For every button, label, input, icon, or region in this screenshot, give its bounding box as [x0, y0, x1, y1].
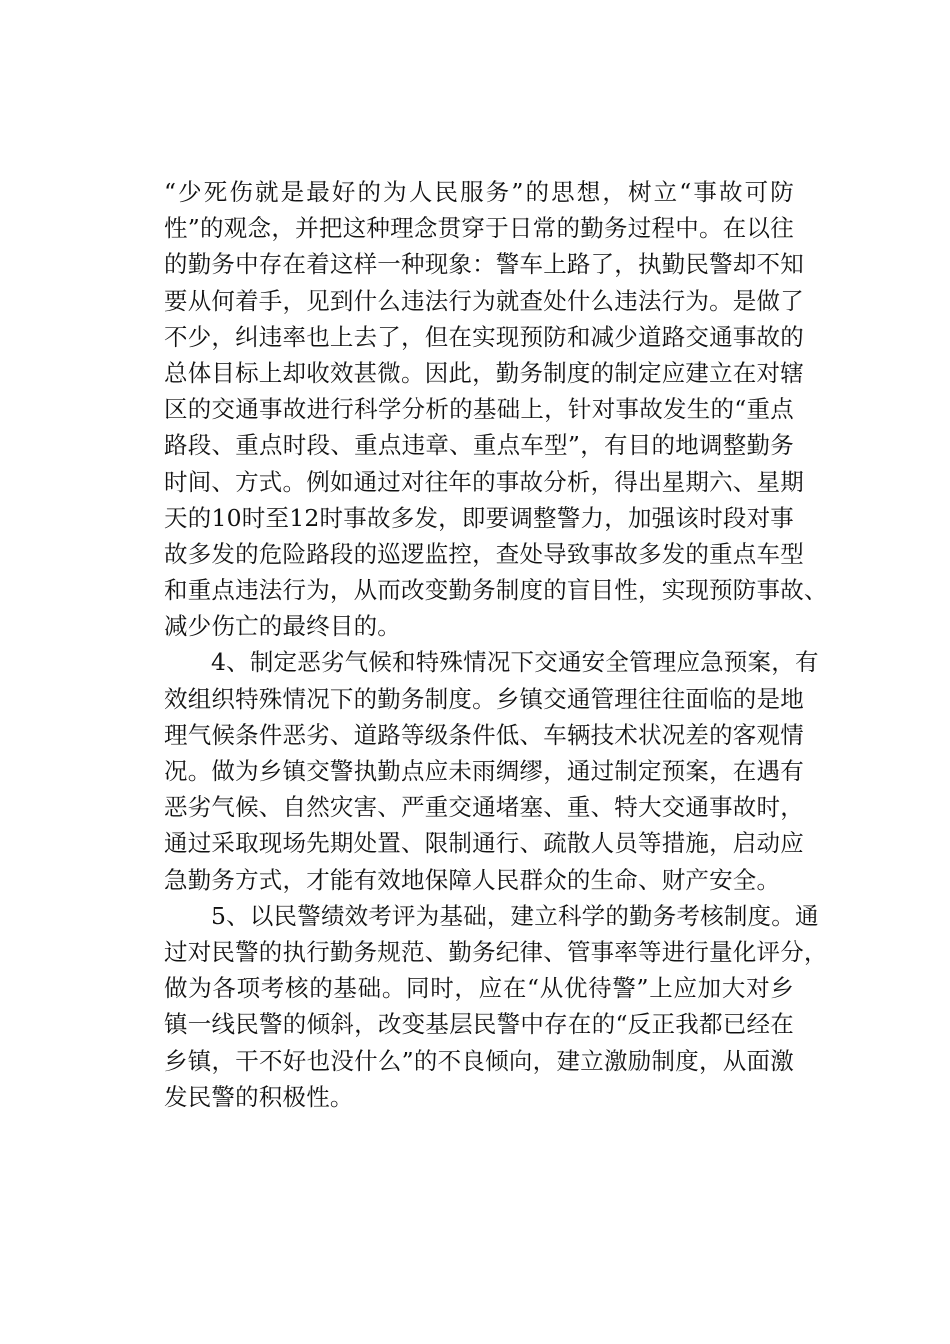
- paragraph-line: 乡镇，干不好也没什么”的不良倾向，建立激励制度，从面激: [164, 1046, 794, 1075]
- paragraph-line: 区的交通事故进行科学分析的基础上，针对事故发生的“重点: [164, 395, 794, 424]
- paragraph-line: “少死伤就是最好的为人民服务”的思想，树立“事故可防: [164, 178, 794, 206]
- paragraph-line: 效组织特殊情况下的勤务制度。乡镇交通管理往往面临的是地: [164, 684, 804, 713]
- paragraph-line: 的勤务中存在着这样一种现象：警车上路了，执勤民警却不知: [164, 250, 804, 279]
- paragraph-line: 4、制定恶劣气候和特殊情况下交通安全管理应急预案，有: [211, 648, 819, 677]
- paragraph-line: 故多发的危险路段的巡逻监控，查处导致事故多发的重点车型: [164, 539, 804, 568]
- paragraph-line: 急勤务方式，才能有效地保障人民群众的生命、财产安全。: [164, 865, 781, 894]
- paragraph-line: 5、以民警绩效考评为基础，建立科学的勤务考核制度。通: [211, 901, 819, 930]
- paragraph-line: 减少伤亡的最终目的。: [164, 612, 401, 641]
- paragraph-line: 时间、方式。例如通过对往年的事故分析，得出星期六、星期: [164, 467, 804, 496]
- paragraph-line: 天的10时至12时事故多发，即要调整警力，加强该时段对事: [164, 503, 794, 532]
- paragraph-line: 过对民警的执行勤务规范、勤务纪律、管事率等进行量化评分，: [164, 937, 828, 966]
- paragraph-line: 不少，纠违率也上去了，但在实现预防和减少道路交通事故的: [164, 322, 804, 351]
- paragraph-line: 性”的观念，并把这种理念贯穿于日常的勤务过程中。在以往: [164, 214, 794, 243]
- paragraph-1: [164, 174, 828, 644]
- paragraph-3: [164, 898, 828, 1115]
- paragraph-line: 通过采取现场先期处置、限制通行、疏散人员等措施，启动应: [164, 829, 804, 858]
- paragraph-line: 总体目标上却收效甚微。因此，勤务制度的制定应建立在对辖: [164, 358, 804, 387]
- paragraph-line: 发民警的积极性。: [164, 1082, 354, 1111]
- body-text: [164, 174, 828, 1115]
- paragraph-line: 恶劣气候、自然灾害、严重交通堵塞、重、特大交通事故时，: [164, 793, 804, 822]
- paragraph-line: 理气候条件恶劣、道路等级条件低、车辆技术状况差的客观情: [164, 720, 804, 749]
- paragraph-line: 要从何着手，见到什么违法行为就查处什么违法行为。是做了: [164, 286, 804, 315]
- paragraph-line: 况。做为乡镇交警执勤点应未雨绸缪，通过制定预案，在遇有: [164, 757, 804, 785]
- paragraph-line: 路段、重点时段、重点违章、重点车型”，有目的地调整勤务: [164, 431, 794, 460]
- paragraph-line: 和重点违法行为，从而改变勤务制度的盲目性，实现预防事故、: [164, 576, 828, 605]
- paragraph-line: 做为各项考核的基础。同时，应在“从优待警”上应加大对乡: [164, 974, 794, 1003]
- paragraph-line: 镇一线民警的倾斜，改变基层民警中存在的“反正我都已经在: [164, 1010, 794, 1039]
- paragraph-2: [164, 644, 819, 897]
